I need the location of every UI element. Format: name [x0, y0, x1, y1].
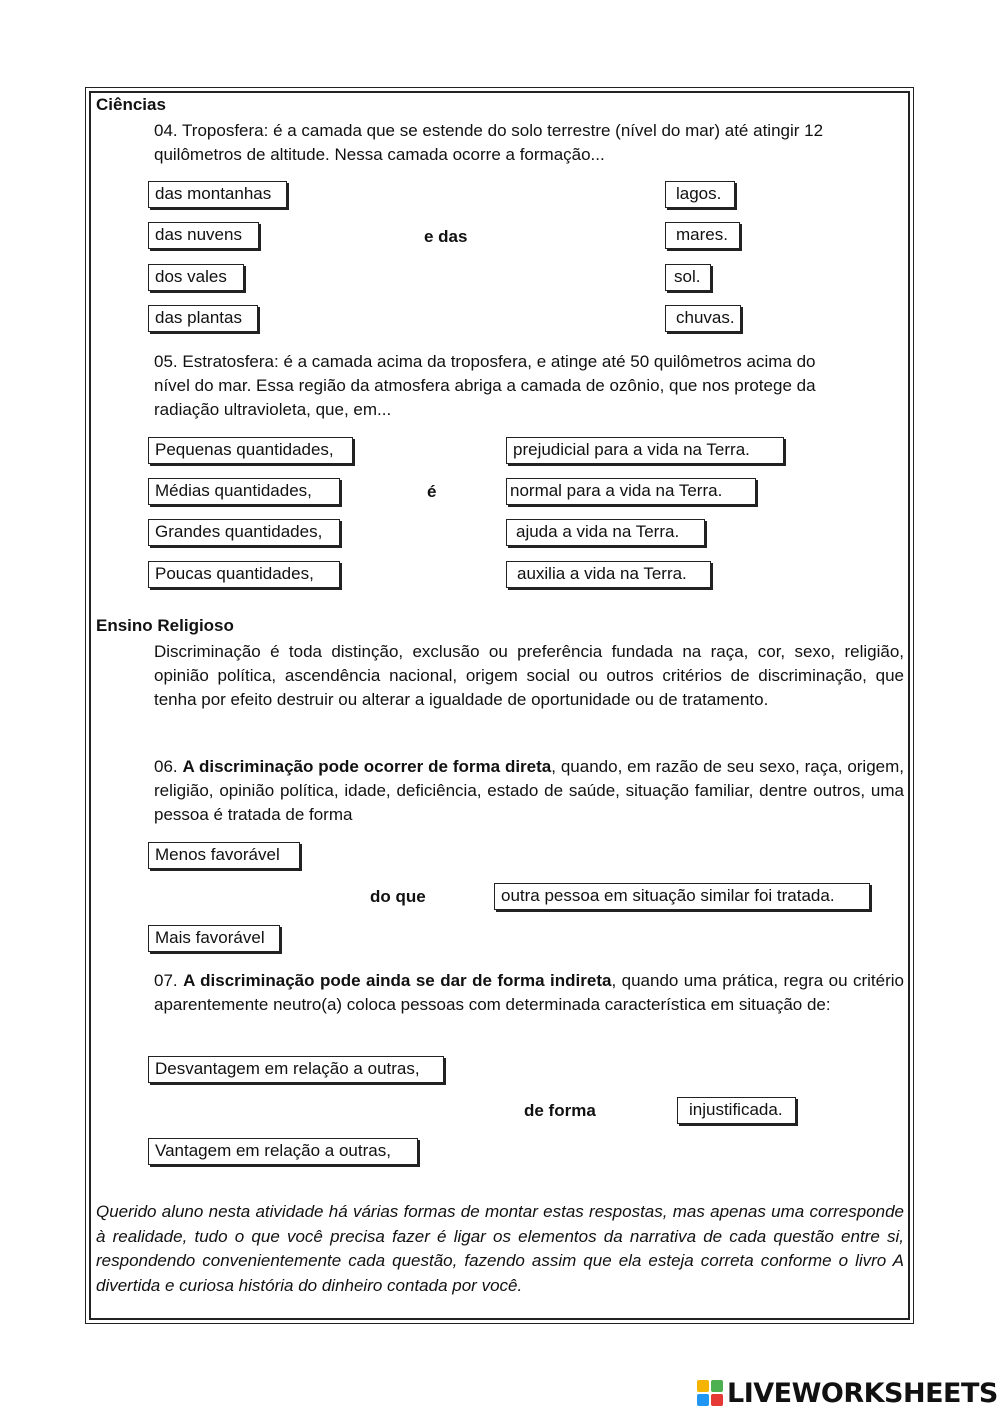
section-heading-ensino-religioso: Ensino Religioso	[96, 616, 234, 635]
q06-statement	[154, 755, 904, 827]
discrimination-definition: Discriminação é toda distinção, exclusão ou preferência fundada na raça, cor, sexo, religião, opinião política, ascendência nacional, origem social ou outros critérios de discriminação, que tenha por efeito destruir ou alterar a igualdade de oportunidade ou de tratamento.	[154, 642, 904, 709]
q05-connector: é	[427, 482, 437, 501]
q05-right-option-2[interactable]: normal para a vida na Terra.	[506, 478, 756, 505]
q05-left-option-4[interactable]: Poucas quantidades,	[148, 561, 340, 588]
q06-left-option-2[interactable]: Mais favorável	[148, 925, 280, 952]
q06-bold-text: A discriminação pode ocorrer de forma direta	[182, 757, 552, 776]
q05-intro-line1: 05. Estratosfera: é a camada acima da troposfera, e atinge até 50 quilômetros acima do	[154, 352, 816, 371]
q04-intro-line2: quilômetros de altitude. Nessa camada ocorre a formação...	[154, 145, 605, 164]
closing-note: Querido aluno nesta atividade há várias formas de montar estas respostas, mas apenas uma corresponde à realidade, tudo o que você precisa fazer é ligar os elementos da narrativa de cada questão entre si, respondendo convenientemente cada questão, fazendo assim que ela esteja correta conforme o livro A divertida e curiosa história do dinheiro contada por você.	[96, 1202, 904, 1295]
q07-statement	[154, 969, 904, 1017]
q07-connector: de forma	[524, 1101, 596, 1120]
section-heading-ciencias: Ciências	[96, 95, 166, 114]
q04-left-option-1[interactable]: das montanhas	[148, 181, 287, 208]
q07-left-option-2[interactable]: Vantagem em relação a outras,	[148, 1138, 418, 1165]
q07-left-option-1[interactable]: Desvantagem em relação a outras,	[148, 1056, 444, 1083]
q04-right-option-2[interactable]: mares.	[665, 222, 740, 249]
logo-square-1	[697, 1380, 709, 1392]
q05-right-option-1[interactable]: prejudicial para a vida na Terra.	[506, 437, 784, 464]
q06-rest-text: , quando, em razão de seu sexo, raça, origem, religião, opinião política, idade, deficiência, estado de saúde, situação familiar, dentre outros, uma pessoa é tratada de forma	[154, 757, 905, 824]
q04-left-option-3[interactable]: dos vales	[148, 264, 244, 291]
q05-intro-line3: radiação ultravioleta, que, em...	[154, 400, 392, 419]
q04-intro-line1: 04. Troposfera: é a camada que se estende do solo terrestre (nível do mar) até atingir 12	[154, 121, 824, 140]
q04-right-option-1[interactable]: lagos.	[665, 181, 735, 208]
q06-connector: do que	[370, 887, 426, 906]
q05-left-option-3[interactable]: Grandes quantidades,	[148, 519, 340, 546]
liveworksheets-logo-text: LIVEWORKSHEETS	[727, 1377, 998, 1409]
q07-rest-text: , quando uma prática, regra ou critério aparentemente neutro(a) coloca pessoas com determinada característica em situação de:	[154, 971, 904, 1014]
q05-left-option-2[interactable]: Médias quantidades,	[148, 478, 340, 505]
q04-left-option-4[interactable]: das plantas	[148, 305, 258, 332]
liveworksheets-logo-icon	[697, 1380, 723, 1406]
q06-number: 06.	[154, 757, 183, 776]
q07-number: 07.	[154, 971, 184, 990]
logo-square-3	[697, 1394, 709, 1406]
q07-bold-text: A discriminação pode ainda se dar de forma indireta	[183, 971, 612, 990]
q06-right-option[interactable]: outra pessoa em situação similar foi tratada.	[494, 883, 870, 910]
q05-right-option-3[interactable]: ajuda a vida na Terra.	[506, 519, 705, 546]
q04-right-option-3[interactable]: sol.	[665, 264, 711, 291]
logo-square-4	[711, 1394, 723, 1406]
q07-right-option[interactable]: injustificada.	[677, 1097, 796, 1124]
q05-left-option-1[interactable]: Pequenas quantidades,	[148, 437, 353, 464]
q06-left-option-1[interactable]: Menos favorável	[148, 842, 300, 869]
q05-right-option-4[interactable]: auxilia a vida na Terra.	[506, 561, 711, 588]
liveworksheets-logo	[697, 1378, 998, 1408]
q05-intro-line2: nível do mar. Essa região da atmosfera abriga a camada de ozônio, que nos protege da	[154, 376, 816, 395]
q04-right-option-4[interactable]: chuvas.	[665, 305, 741, 332]
q04-connector: e das	[424, 227, 468, 246]
q04-left-option-2[interactable]: das nuvens	[148, 222, 259, 249]
logo-square-2	[711, 1380, 723, 1392]
